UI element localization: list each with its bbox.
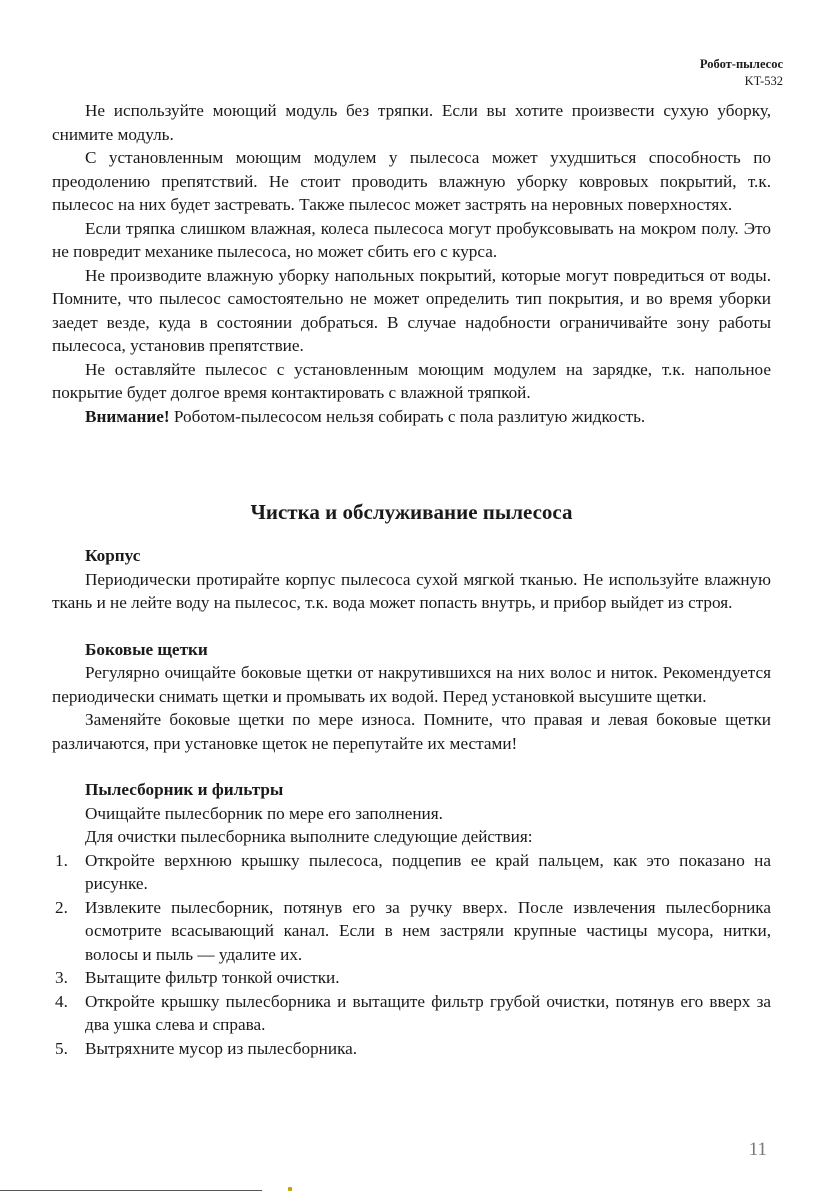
cleaning-steps-list [52, 849, 771, 1061]
step-number: 5. [55, 1038, 68, 1058]
intro-paragraph-5: Не оставляйте пылесос с установленным моющим модулем на зарядке, т.к. напольное покрытие будет долгое время контактировать с влажной тряпкой. [52, 359, 771, 402]
intro-paragraph-4: Не производите влажную уборку напольных покрытий, которые могут повредиться от воды. Помните, что пылесос самостоятельно не может определить тип покрытия, и во время уборки заедет везде, куда в состоянии добраться. В случае надобности ограничивайте зону работы пылесоса, установив препятствие. [52, 265, 771, 355]
body-paragraph: Периодически протирайте корпус пылесоса сухой мягкой тканью. Не используйте влажную ткань и не лейте воду на пылесос, т.к. вода может попасть внутрь, и прибор выйдет из строя. [52, 569, 771, 612]
list-item [52, 966, 771, 990]
page-content [52, 99, 771, 1060]
list-item [52, 1037, 771, 1061]
warning-label: Внимание! [85, 406, 170, 426]
step-text: Откройте верхнюю крышку пылесоса, подцепив ее край пальцем, как это показано на рисунке. [85, 850, 771, 893]
spacer [52, 755, 771, 778]
footer-rule [0, 1190, 262, 1191]
warning-paragraph [52, 405, 771, 429]
product-name: Робот-пылесос [699, 57, 783, 71]
brushes-paragraph-2: Заменяйте боковые щетки по мере износа. Помните, что правая и левая боковые щетки различаются, при установке щеток не перепутайте их местами! [52, 710, 771, 753]
page-header [700, 56, 783, 90]
step-text: Откройте крышку пылесборника и вытащите фильтр грубой очистки, потянув его вверх за два ушка слева и справа. [85, 991, 771, 1034]
step-text: Вытащите фильтр тонкой очистки. [85, 968, 340, 987]
body-subtitle: Корпус [85, 546, 141, 565]
section-title: Чистка и обслуживание пылесоса [250, 500, 573, 524]
warning-text: Роботом-пылесосом нельзя собирать с пола разлитую жидкость. [169, 406, 646, 426]
brushes-subtitle: Боковые щетки [85, 639, 208, 659]
step-number: 3. [55, 968, 68, 987]
intro-paragraph-3: Если тряпка слишком влажная, колеса пылесоса могут пробуксовывать на мокром полу. Это не повредит механике пылесоса, но может сбить его с курса. [52, 218, 771, 261]
footer-mark [288, 1187, 292, 1191]
intro-paragraph-2: С установленным моющим модулем у пылесоса может ухудшиться способность по преодолению препятствий. Не стоит проводить влажную уборку ковровых покрытий, т.к. пылесос на них будет застревать. Также пылесос может застрять на неровных поверхностях. [52, 148, 771, 214]
page-number: 11 [748, 1139, 767, 1160]
list-item [52, 896, 771, 967]
brushes-paragraph-1: Регулярно очищайте боковые щетки от накрутившихся на них волос и ниток. Рекомендуется периодически снимать щетки и промывать их водой. Перед установкой высушите щетки. [52, 663, 771, 706]
step-text: Вытряхните мусор из пылесборника. [85, 1038, 358, 1058]
intro-paragraph-1: Не используйте моющий модуль без тряпки. Если вы хотите произвести сухую уборку, снимите модуль. [52, 101, 771, 144]
dustbin-paragraph-2: Для очистки пылесборника выполните следующие действия: [85, 827, 533, 846]
step-number: 2. [55, 897, 68, 917]
list-item [52, 990, 771, 1037]
step-number: 1. [55, 850, 68, 870]
dustbin-paragraph-1: Очищайте пылесборник по мере его заполнения. [85, 803, 443, 823]
list-item [52, 849, 771, 896]
dustbin-subtitle: Пылесборник и фильтры [85, 780, 284, 799]
model-number: KT-532 [744, 74, 783, 88]
step-number: 4. [55, 991, 68, 1011]
spacer [52, 615, 771, 638]
step-text: Извлеките пылесборник, потянув его за ручку вверх. После извлечения пылесборника осмотрите всасывающий канал. Если в нем застряли крупные частицы мусора, нитки, волосы и пыль — удалите их. [85, 897, 771, 964]
